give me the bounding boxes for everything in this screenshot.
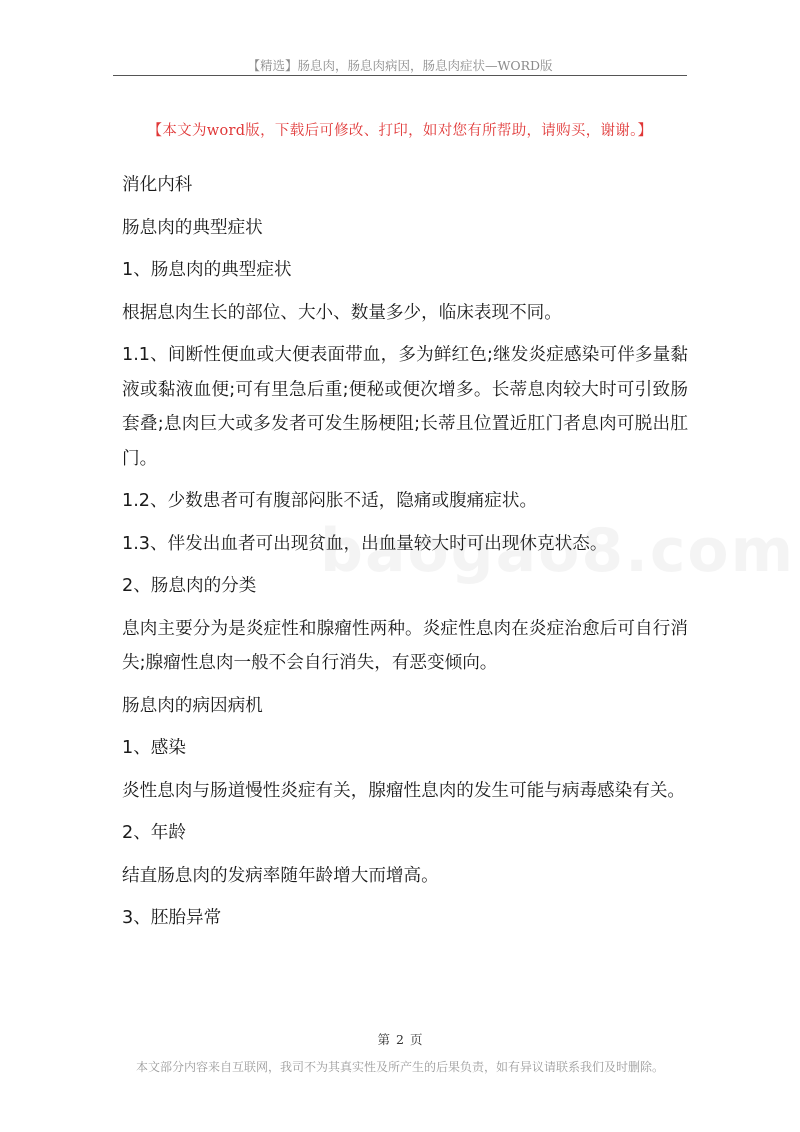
- paragraph: 炎性息肉与肠道慢性炎症有关，腺瘤性息肉的发生可能与病毒感染有关。: [122, 780, 686, 801]
- page-number-value: 2: [396, 1032, 404, 1047]
- footer-disclaimer: 本文部分内容来自互联网，我司不为其真实性及所产生的后果负责，如有异议请联系我们及时删除。: [135, 1060, 664, 1074]
- download-notice: 【本文为word版，下载后可修改、打印，如对您有所帮助，请购买，谢谢。】: [147, 123, 653, 139]
- paragraph: 2、年龄: [122, 823, 186, 843]
- paragraph: 息肉主要分为是炎症性和腺瘤性两种。炎症性息肉在炎症治愈后可自行消失;腺瘤性息肉一般不会自行消失，有恶变倾向。: [122, 618, 688, 673]
- page-number-prefix: 第: [377, 1032, 391, 1047]
- paragraph: 肠息肉的典型症状: [122, 217, 263, 238]
- paragraph: 1.3、伴发出血者可出现贫血，出血量较大时可出现休克状态。: [122, 533, 608, 554]
- paragraph: 2、肠息肉的分类: [122, 576, 257, 596]
- paragraph: 肠息肉的病因病机: [122, 695, 263, 716]
- paragraph: 结直肠息肉的发病率随年龄增大而增高。: [122, 865, 439, 886]
- paragraph: 1、肠息肉的典型症状: [122, 260, 292, 280]
- paragraph: 1.2、少数患者可有腹部闷胀不适，隐痛或腹痛症状。: [122, 491, 538, 511]
- page-number: [0, 1030, 800, 1048]
- paragraph: 1、感染: [122, 738, 186, 758]
- page-header: 【精选】肠息肉，肠息肉病因，肠息肉症状—WORD版: [247, 58, 553, 73]
- paragraph: 根据息肉生长的部位、大小、数量多少，临床表现不同。: [122, 302, 562, 323]
- document-body: [122, 168, 688, 944]
- page-number-suffix: 页: [409, 1032, 423, 1047]
- paragraph: 3、胚胎异常: [122, 908, 222, 928]
- header-divider: [113, 75, 687, 76]
- paragraph: 1.1、间断性便血或大便表面带血，多为鲜红色;继发炎症感染可伴多量黏液或黏液血便;可有里急后重;便秘或便次增多。长蒂息肉较大时可引致肠套叠;息肉巨大或多发者可发生肠梗阻;长蒂且位置近肛门者息肉可脱出肛门。: [122, 345, 688, 469]
- paragraph: 消化内科: [122, 175, 193, 195]
